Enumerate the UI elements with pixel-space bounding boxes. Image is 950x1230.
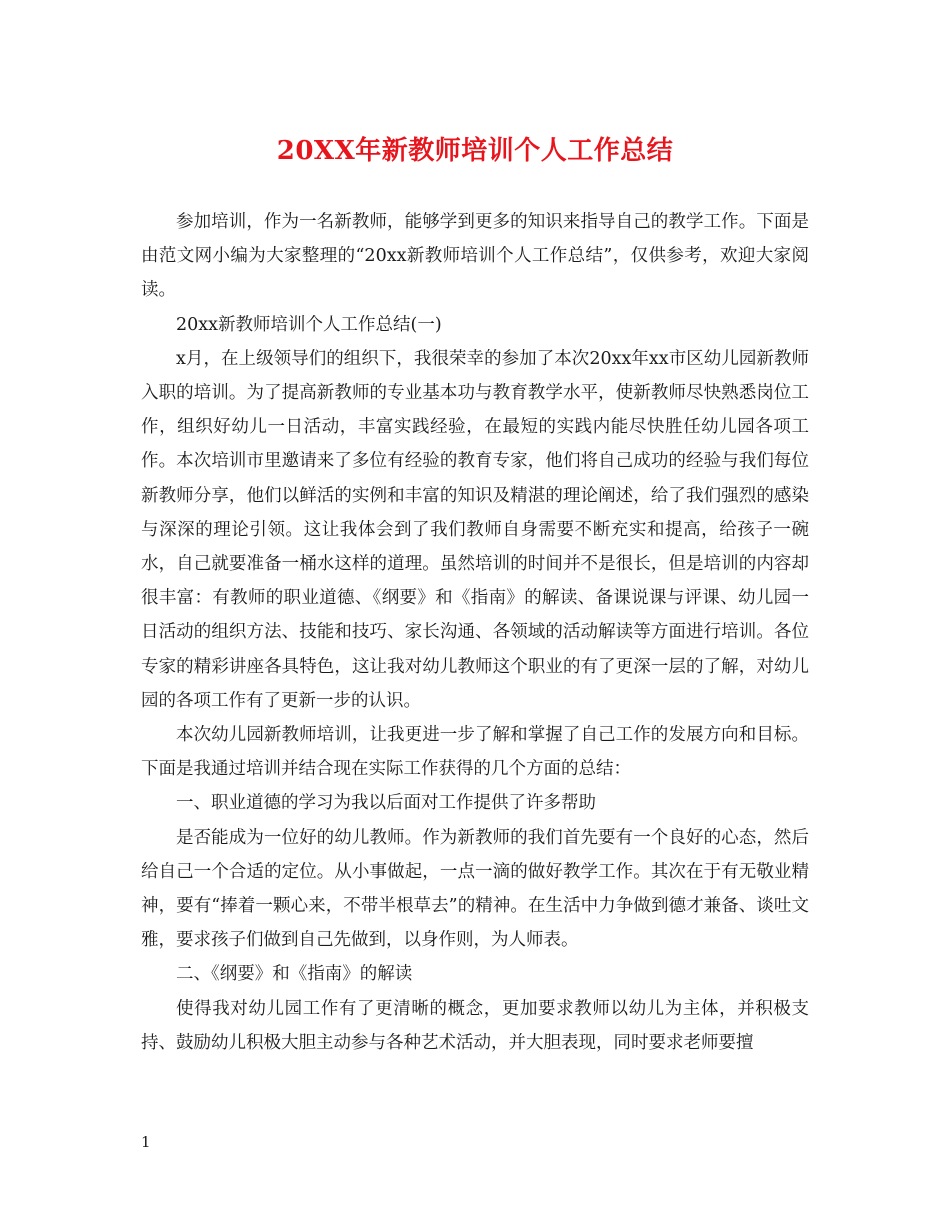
subsection-heading: 一、职业道德的学习为我以后面对工作提供了许多帮助 [176,793,596,814]
paragraph-body: 本次幼儿园新教师培训，让我更进一步了解和掌握了自己工作的发展方向和目标。下面是我通过培训并结合现在实际工作获得的几个方面的总结： [141,725,809,780]
section-heading: 20xx新教师培训个人工作总结(一) [176,314,442,335]
paragraph-intro: 参加培训，作为一名新教师，能够学到更多的知识来指导自己的教学工作。下面是由范文网小编为大家整理的“20xx新教师培训个人工作总结”，仅供参考，欢迎大家阅读。 [141,212,809,301]
paragraph-body: 是否能成为一位好的幼儿教师。作为新教师的我们首先要有一个良好的心态，然后给自己一个合适的定位。从小事做起，一点一滴的做好教学工作。其次在于有无敬业精神，要有“捧着一颗心来，不带半根草去”的精神。在生活中力争做到德才兼备、谈吐文雅，要求孩子们做到自己先做到，以身作则，为人师表。 [141,827,809,951]
paragraph-body: 使得我对幼儿园工作有了更清晰的概念，更加要求教师以幼儿为主体，并积极支持、鼓励幼儿积极大胆主动参与各种艺术活动，并大胆表现，同时要求老师要擅 [141,998,809,1053]
paragraph-body: x月，在上级领导们的组织下，我很荣幸的参加了本次20xx年xx市区幼儿园新教师入职的培训。为了提高新教师的专业基本功与教育教学水平，使新教师尽快熟悉岗位工作，组织好幼儿一日活动，丰富实践经验，在最短的实践内能尽快胜任幼儿园各项工作。本次培训市里邀请来了多位有经验的教育专家，他们将自己成功的经验与我们每位新教师分享，他们以鲜活的实例和丰富的知识及精湛的理论阐述，给了我们强烈的感染与深深的理论引领。这让我体会到了我们教师自身需要不断充实和提高，给孩子一碗水，自己就要准备一桶水这样的道理。虽然培训的时间并不是很长，但是培训的内容却很丰富：有教师的职业道德、《纲要》和《指南》的解读、备课说课与评课、幼儿园一日活动的组织方法、技能和技巧、家长沟通、各领域的活动解读等方面进行培训。各位专家的精彩讲座各具特色，这让我对幼儿教师这个职业的有了更深一层的了解，对幼儿园的各项工作有了更新一步的认识。 [141,348,809,711]
document-title: 20XX年新教师培训个人工作总结 [276,136,674,166]
page-number: 1 [141,1133,151,1151]
document-body [141,205,809,1060]
subsection-heading: 二、《纲要》和《指南》的解读 [176,964,413,985]
